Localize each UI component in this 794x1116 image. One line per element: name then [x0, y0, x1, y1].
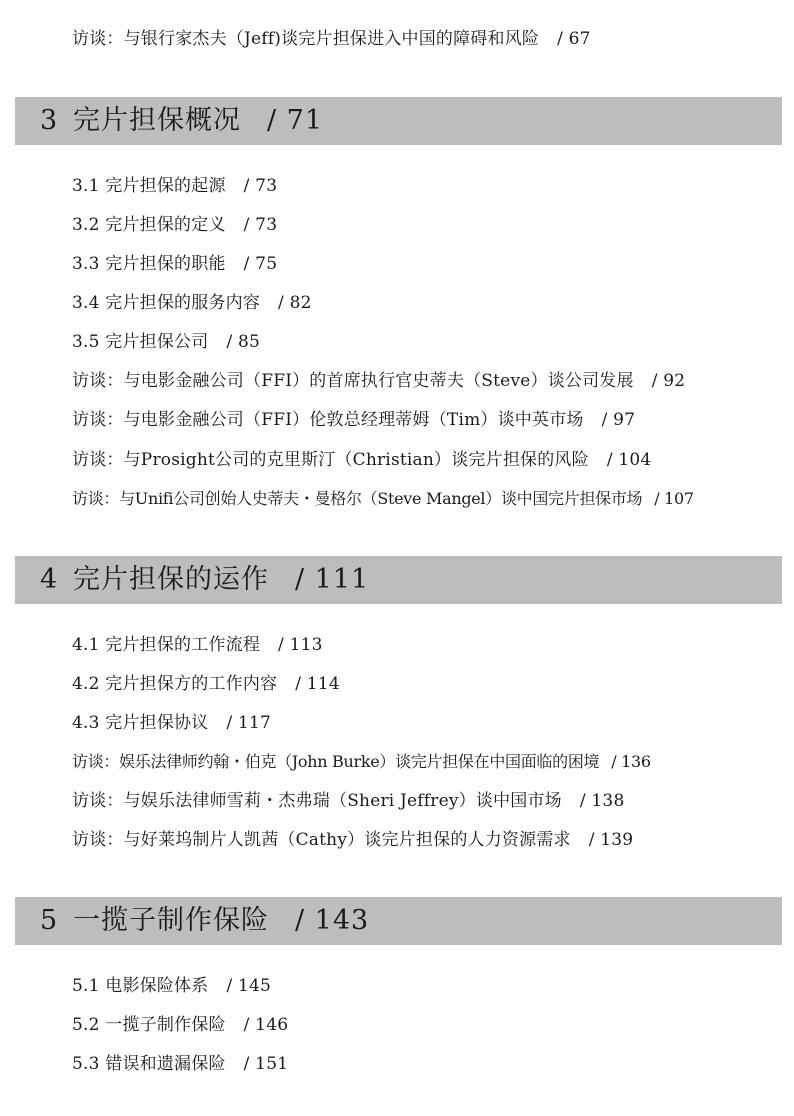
entry-title: 3.3 完片担保的职能	[72, 254, 226, 274]
toc-entry[interactable]	[72, 370, 685, 392]
toc-entry[interactable]	[72, 175, 277, 197]
entry-page-number: / 82	[278, 293, 312, 313]
toc-entry[interactable]	[72, 712, 271, 734]
toc-entry[interactable]	[72, 975, 271, 997]
toc-entry[interactable]	[72, 253, 277, 275]
toc-entry[interactable]	[72, 1053, 288, 1075]
chapter-heading-3[interactable]	[15, 97, 782, 145]
toc-entry[interactable]	[72, 28, 591, 50]
entry-title: 3.1 完片担保的起源	[72, 176, 226, 196]
entry-page-number: / 145	[226, 976, 272, 996]
entry-title: 4.2 完片担保方的工作内容	[72, 674, 278, 694]
chapter-number: 3	[40, 105, 58, 136]
entry-title: 访谈：与Prosight公司的克里斯汀（Christian）谈完片担保的风险	[72, 450, 589, 470]
entry-page-number: / 67	[557, 29, 591, 49]
toc-entry[interactable]	[72, 1014, 288, 1036]
entry-page-number: / 139	[588, 830, 634, 850]
entry-title: 5.1 电影保险体系	[72, 976, 209, 996]
chapter-title-text: 完片担保概况	[73, 105, 241, 136]
entry-page-number: / 117	[226, 713, 272, 733]
entry-page-number: / 97	[601, 410, 636, 430]
chapter-number: 5	[40, 905, 58, 936]
entry-title: 5.2 一揽子制作保险	[72, 1015, 226, 1035]
chapter-title	[73, 104, 323, 138]
entry-title: 访谈：与Unifi公司创始人史蒂夫・曼格尔（Steve Mangel）谈中国完片担保市场	[72, 489, 643, 508]
entry-title: 访谈：与银行家杰夫（Jeff)谈完片担保进入中国的障碍和风险	[72, 29, 540, 49]
chapter-page-number: / 111	[295, 564, 370, 595]
entry-page-number: / 151	[243, 1054, 289, 1074]
toc-entry[interactable]	[72, 214, 277, 236]
entry-title: 5.3 错误和遗漏保险	[72, 1054, 226, 1074]
toc-entry[interactable]	[72, 829, 633, 851]
entry-title: 访谈：与娱乐法律师雪莉・杰弗瑞（Sheri Jeffrey）谈中国市场	[72, 791, 562, 811]
toc-entry[interactable]	[72, 790, 624, 812]
entry-page-number: / 113	[278, 635, 323, 655]
entry-page-number: / 92	[651, 371, 686, 391]
entry-page-number: / 146	[243, 1015, 289, 1035]
chapter-page-number: / 143	[295, 905, 370, 936]
entry-page-number: / 107	[654, 489, 694, 508]
chapter-page-number: / 71	[267, 105, 324, 136]
toc-entry[interactable]	[72, 488, 694, 510]
toc-entry[interactable]	[72, 449, 651, 471]
chapter-title	[73, 904, 369, 938]
entry-page-number: / 114	[295, 674, 340, 694]
entry-title: 4.3 完片担保协议	[72, 713, 209, 733]
entry-title: 3.5 完片担保公司	[72, 332, 209, 352]
entry-page-number: / 75	[243, 254, 278, 274]
chapter-number: 4	[40, 564, 58, 595]
entry-title: 访谈：与好莱坞制片人凯茜（Cathy）谈完片担保的人力资源需求	[72, 830, 571, 850]
toc-entry[interactable]	[72, 751, 651, 773]
entry-page-number: / 73	[243, 176, 278, 196]
entry-page-number: / 104	[606, 450, 652, 470]
entry-page-number: / 138	[579, 791, 625, 811]
entry-title: 访谈：与电影金融公司（FFI）的首席执行官史蒂夫（Steve）谈公司发展	[72, 371, 634, 391]
entry-page-number: / 85	[226, 332, 261, 352]
entry-title: 3.4 完片担保的服务内容	[72, 293, 261, 313]
entry-title: 访谈：娱乐法律师约翰・伯克（John Burke）谈完片担保在中国面临的困境	[72, 752, 600, 771]
chapter-title-text: 完片担保的运作	[73, 564, 269, 595]
toc-entry[interactable]	[72, 331, 260, 353]
toc-entry[interactable]	[72, 634, 323, 656]
entry-title: 4.1 完片担保的工作流程	[72, 635, 261, 655]
toc-entry[interactable]	[72, 409, 635, 431]
chapter-heading-5[interactable]	[15, 897, 782, 945]
chapter-heading-4[interactable]	[15, 556, 782, 604]
entry-title: 访谈：与电影金融公司（FFI）伦敦总经理蒂姆（Tim）谈中英市场	[72, 410, 584, 430]
toc-entry[interactable]	[72, 673, 340, 695]
entry-title: 3.2 完片担保的定义	[72, 215, 226, 235]
chapter-title-text: 一揽子制作保险	[73, 905, 269, 936]
toc-entry[interactable]	[72, 292, 312, 314]
entry-page-number: / 136	[611, 752, 651, 771]
chapter-title	[73, 563, 369, 597]
entry-page-number: / 73	[243, 215, 278, 235]
